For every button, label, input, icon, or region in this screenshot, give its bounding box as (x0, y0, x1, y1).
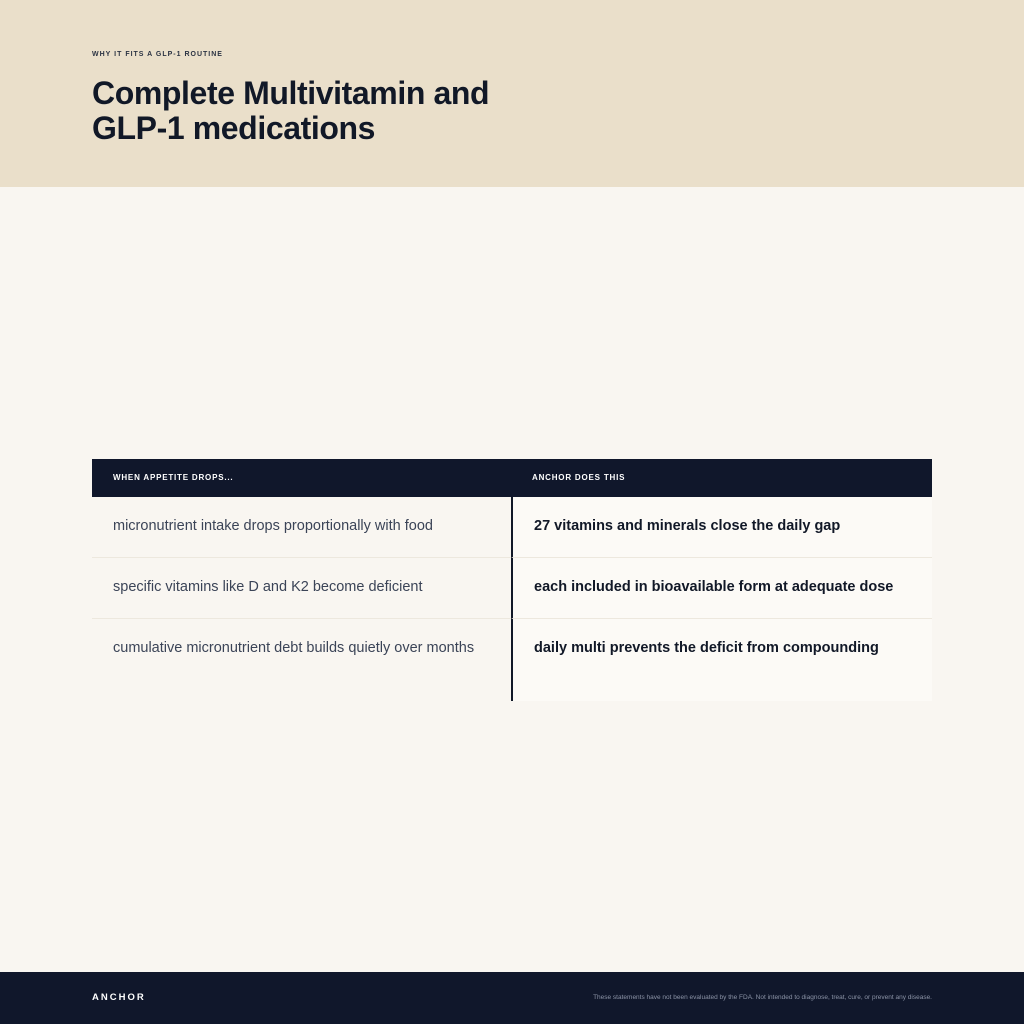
brand-logo: ANCHOR (92, 992, 146, 1003)
comparison-table (92, 459, 932, 701)
solution-cell: each included in bioavailable form at adequate dose (511, 558, 932, 619)
table-row (92, 497, 932, 558)
table-header (92, 459, 932, 497)
hero-section (0, 0, 1024, 187)
footer (0, 972, 1024, 1024)
solution-cell: daily multi prevents the deficit from compounding (511, 619, 932, 701)
problem-cell: micronutrient intake drops proportionally with food (92, 497, 511, 558)
eyebrow-label: WHY IT FITS A GLP-1 ROUTINE (92, 51, 223, 58)
fda-disclaimer: These statements have not been evaluated by the FDA. Not intended to diagnose, treat, cure, or prevent any disease. (593, 994, 932, 1001)
problem-cell: specific vitamins like D and K2 become deficient (92, 558, 511, 619)
table-row (92, 619, 932, 701)
page-title: Complete Multivitamin and GLP-1 medications (92, 75, 490, 146)
column-header-problem: WHEN APPETITE DROPS... (113, 473, 234, 482)
column-header-solution: ANCHOR DOES THIS (532, 473, 626, 482)
solution-cell: 27 vitamins and minerals close the daily gap (511, 497, 932, 558)
problem-cell: cumulative micronutrient debt builds quietly over months (113, 640, 475, 656)
table-row (92, 558, 932, 619)
